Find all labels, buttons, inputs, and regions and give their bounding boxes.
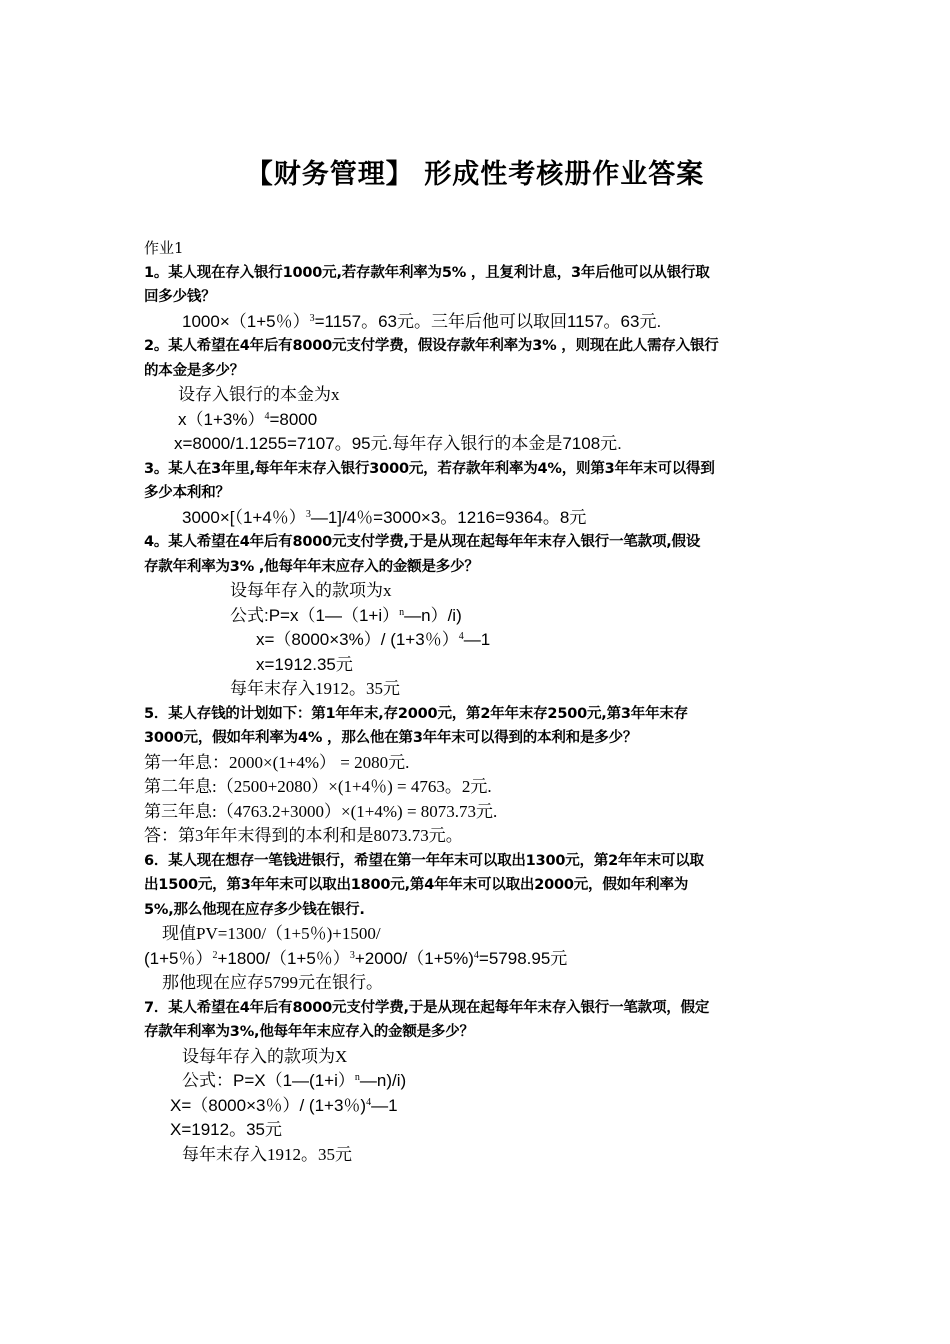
answer-6-part: +1800/（1+5％）: [217, 948, 350, 968]
answer-7-line-4: [144, 1118, 814, 1143]
answer-2-part: =8000: [269, 409, 318, 429]
question-7-line-2: 存款年利率为3%,他每年年末应存入的金额是多少？: [144, 1024, 474, 1040]
answer-4-line-5: 每年末存入1912。35元: [230, 679, 400, 698]
answer-4-part: —1: [463, 630, 491, 649]
answer-2-line-1: 设存入银行的本金为x: [178, 385, 340, 404]
answer-7-part: X=1912。35元: [170, 1120, 282, 1139]
document-body: [144, 236, 814, 1167]
answer-4-part: —n）/i): [404, 605, 462, 625]
answer-6-line-1: 现值PV=1300/（1+5％)+1500/: [162, 924, 381, 943]
question-6-line-1: 6．某人现在想存一笔钱进银行，希望在第一年年末可以取出1300元，第2年年末可以取: [144, 852, 704, 869]
question-7-line-1: 7．某人希望在4年后有8000元支付学费,于是从现在起每年年末存入银行一笔款项，假定: [144, 999, 710, 1016]
answer-7-line-1: 设每年存入的款项为X: [182, 1046, 348, 1066]
answer-2-part: x（1+3%）: [178, 409, 265, 429]
exponent: 4: [264, 410, 270, 422]
question-1-line-2: 回多少钱？: [144, 289, 216, 305]
exponent: 4: [366, 1096, 372, 1108]
answer-1-part: 1000×（1+5％）: [182, 311, 310, 331]
question-3-line-2: 多少本利和？: [144, 485, 230, 501]
answer-7-line-5: 每年末存入1912。35元: [182, 1144, 352, 1164]
answer-4-part: 公式:P=x（1—（1+i）: [230, 605, 400, 625]
exponent: n: [399, 606, 405, 618]
answer-4-line-2: [144, 604, 814, 629]
exponent: 4: [473, 949, 479, 961]
question-3-line-1: 3。某人在3年里,每年年末存入银行3000元，若存款年利率为4%，则第3年年末可以得到: [144, 460, 715, 477]
answer-5-line-2: 第二年息:（2500+2080）×(1+4％) = 4763。2元.: [144, 777, 492, 796]
answer-2-line-2: [144, 408, 814, 433]
answer-3-part: 3000×[（1+4％）: [182, 507, 306, 527]
question-2-line-2: 的本金是多少？: [144, 362, 245, 379]
answer-1: [144, 310, 814, 335]
answer-7-part: X=（8000×3％）/ (1+3％): [170, 1095, 367, 1115]
exponent: 3: [305, 508, 311, 520]
question-4-line-1: 4。某人希望在4年后有8000元支付学费,于是从现在起每年年末存入银行一笔款项,假设: [144, 534, 701, 550]
answer-7-part: 公式：P=X（1—(1+i）: [182, 1071, 355, 1090]
answer-5-line-4: 答：第3年年末得到的本利和是8073.73元。: [144, 826, 463, 845]
answer-2-line-3: [144, 432, 814, 457]
exponent: n: [354, 1072, 360, 1083]
answer-6-part: =5798.95元: [478, 948, 568, 968]
answer-4-part: x=（8000×3%）/ (1+3％）: [256, 630, 459, 649]
section-heading: 作业1: [144, 239, 184, 257]
answer-7-line-2: [144, 1069, 814, 1094]
answer-2-part: x=8000/1.1255=7107。95元.每年存入银行的本金是7108元.: [174, 434, 622, 453]
answer-5-line-3: 第三年息:（4763.2+3000）×(1+4%) = 8073.73元.: [144, 801, 498, 821]
question-6-line-2: 出1500元，第3年年末可以取出1800元,第4年年末可以取出2000元，假如年利率为: [144, 877, 689, 893]
answer-1-part: =1157。63元。三年后他可以取回1157。63元.: [314, 311, 662, 331]
answer-6-line-3: 那他现在应存5799元在银行。: [162, 973, 383, 992]
answer-6-part: (1+5％）: [144, 948, 213, 968]
exponent: 3: [309, 312, 315, 324]
answer-6-part: +2000/（1+5%): [354, 948, 474, 968]
answer-7-line-3: [144, 1094, 814, 1119]
question-6-line-3: 5%,那么他现在应存多少钱在银行.: [144, 901, 365, 918]
question-4-line-2: 存款年利率为3% ,他每年年末应存入的金额是多少？: [144, 558, 479, 575]
question-2-line-1: 2。某人希望在4年后有8000元支付学费，假设存款年利率为3% ，则现在此人需存入银行: [144, 338, 719, 354]
answer-3: [144, 506, 814, 531]
answer-4-line-1: 设每年存入的款项为x: [230, 581, 392, 600]
question-5-line-1: 5．某人存钱的计划如下：第1年年末,存2000元，第2年年末存2500元,第3年年末存: [144, 705, 688, 722]
answer-6-line-2: [144, 947, 814, 972]
answer-4-line-3: [144, 628, 814, 653]
answer-3-part: —1]/4％=3000×3。1216=9364。8元: [310, 507, 587, 527]
document-title: 【财务管理】 形成性考核册作业答案: [245, 159, 705, 190]
question-1-line-1: 1。某人现在存入银行1000元,若存款年利率为5% ，且复利计息，3年后他可以从银行取: [144, 264, 710, 281]
exponent: 2: [212, 949, 218, 961]
answer-7-part: —1: [371, 1095, 398, 1115]
exponent: 4: [458, 631, 464, 642]
exponent: 3: [349, 949, 355, 961]
question-5-line-2: 3000元，假如年利率为4% ，那么他在第3年年末可以得到的本利和是多少？: [144, 730, 638, 746]
answer-4-part: x=1912.35元: [256, 654, 353, 674]
answer-7-part: —n)/i): [359, 1071, 407, 1090]
answer-5-line-1: 第一年息：2000×(1+4%） = 2080元.: [144, 752, 410, 772]
answer-4-line-4: [144, 653, 814, 678]
